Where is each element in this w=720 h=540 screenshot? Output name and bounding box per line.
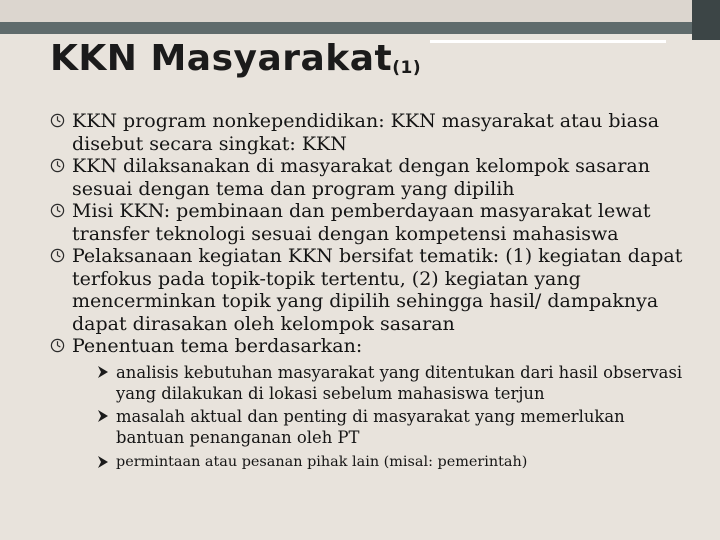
top-dark-stripe [0, 22, 720, 34]
bullet-item [48, 335, 688, 358]
bullet-item [48, 245, 688, 335]
sub-bullet-item [96, 406, 688, 448]
title-accent-line [430, 40, 666, 43]
clock-bullet-icon [50, 338, 65, 353]
clock-bullet-icon [50, 203, 65, 218]
sub-bullet-list [48, 362, 688, 473]
arrow-bullet-icon [96, 409, 110, 423]
clock-bullet-icon [50, 158, 65, 173]
sub-bullet-text: masalah aktual dan penting di masyarakat yang memerlukan bantuan penanganan oleh PT [116, 406, 625, 447]
title-main: KKN Masyarakat [50, 38, 393, 79]
bullet-item [48, 155, 688, 200]
bullet-text: Penentuan tema berdasarkan: [72, 335, 363, 357]
bullet-item [48, 110, 688, 155]
title-suffix: (1) [392, 58, 422, 78]
bullet-text: Pelaksanaan kegiatan KKN bersifat tematik: (1) kegiatan dapat terfokus pada topik-topik tertentu, (2) kegiatan yang mencerminkan topik yang dipilih sehingga hasil/ dampaknya dapat dirasakan oleh kelompok sasaran [72, 245, 683, 335]
sub-bullet-item [96, 452, 688, 473]
bullet-text: KKN program nonkependidikan: KKN masyarakat atau biasa disebut secara singkat: KKN [72, 110, 660, 155]
clock-bullet-icon [50, 248, 65, 263]
arrow-bullet-icon [96, 365, 110, 379]
top-right-block [692, 0, 720, 40]
sub-bullet-text: analisis kebutuhan masyarakat yang ditentukan dari hasil observasi yang dilakukan di lokasi sebelum mahasiswa terjun [116, 362, 683, 403]
slide-title [50, 38, 421, 79]
sub-bullet-text: permintaan atau pesanan pihak lain (misal: pemerintah) [116, 453, 528, 470]
bullet-text: KKN dilaksanakan di masyarakat dengan kelompok sasaran sesuai dengan tema dan program yang dipilih [72, 155, 650, 200]
sub-bullet-item [96, 362, 688, 404]
clock-bullet-icon [50, 113, 65, 128]
slide-content [48, 110, 688, 475]
top-band [0, 0, 720, 22]
arrow-bullet-icon [96, 455, 110, 469]
bullet-item [48, 200, 688, 245]
bullet-text: Misi KKN: pembinaan dan pemberdayaan masyarakat lewat transfer teknologi sesuai dengan kompetensi mahasiswa [72, 200, 651, 245]
